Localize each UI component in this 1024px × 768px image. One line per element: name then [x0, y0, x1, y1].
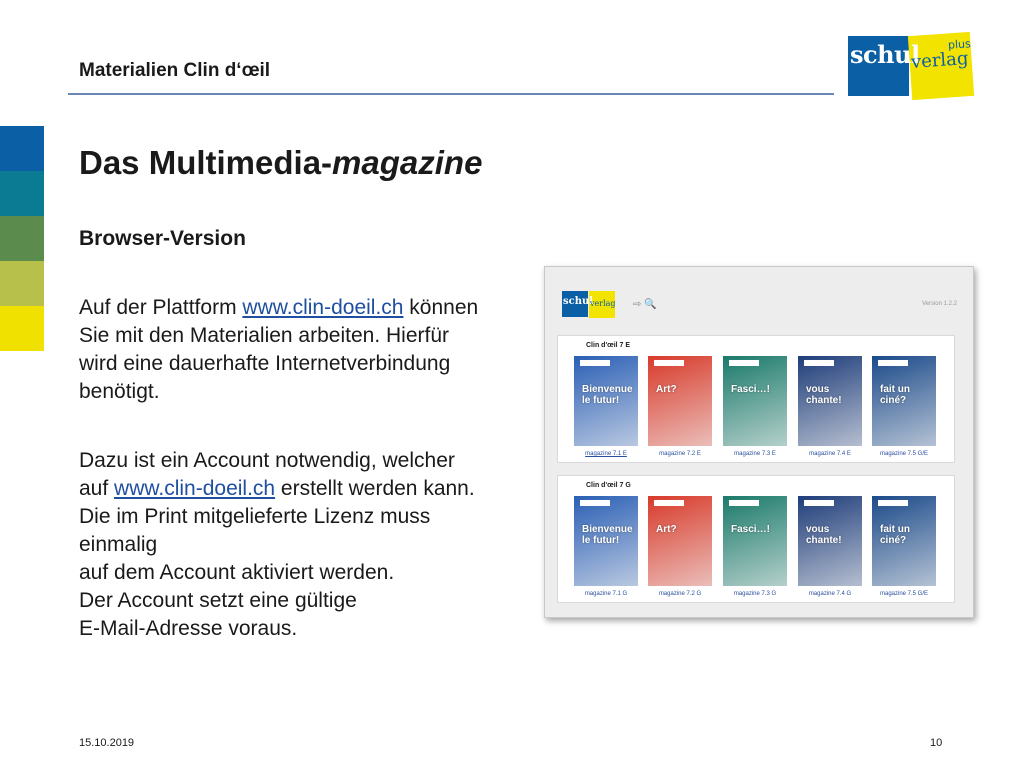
header-divider	[68, 93, 834, 95]
magazine-link[interactable]: magazine 7.3 E	[734, 451, 776, 457]
page-number: 10	[930, 737, 943, 749]
cover-title: fait un ciné?	[880, 524, 910, 546]
magazine-link[interactable]: magazine 7.1 G	[584, 591, 628, 597]
magazine-cover[interactable]	[798, 356, 862, 446]
para1-line4: benötigt.	[79, 380, 160, 403]
cover-title: Art?	[656, 384, 677, 395]
para2-line7: E-Mail-Adresse voraus.	[79, 617, 298, 640]
screenshot-logo-verlag: verlag	[590, 299, 616, 308]
para1-line1	[79, 294, 549, 322]
para2-line2	[79, 475, 549, 503]
side-block-3	[0, 216, 44, 261]
logo-plus-text: plus	[947, 37, 972, 52]
para1-line2: Sie mit den Materialien arbeiten. Hierfür	[79, 324, 450, 347]
side-block-5	[0, 306, 44, 351]
screenshot-logo	[562, 291, 618, 319]
para1-line3: wird eine dauerhafte Internetverbindung	[79, 352, 451, 375]
magazine-link[interactable]: magazine 7.5 G/E	[879, 451, 929, 457]
footer-date: 15.10.2019	[79, 737, 135, 749]
para1-post: können	[403, 296, 479, 319]
magazine-cover[interactable]	[723, 496, 787, 586]
magazine-link[interactable]: magazine 7.2 E	[659, 451, 701, 457]
para2-line6: Der Account setzt eine gültige	[79, 589, 357, 612]
magazine-cover[interactable]	[574, 356, 638, 446]
screenshot-version: Version 1.2.2	[921, 301, 957, 307]
magazine-cover[interactable]	[574, 496, 638, 586]
cover-title: Bienvenue le futur!	[582, 384, 633, 406]
slide-subheading: Browser-Version	[79, 227, 246, 250]
title-main: Das Multimedia-	[79, 144, 333, 181]
header-title: Materialien Clin d‘œil	[79, 60, 271, 81]
magazine-link[interactable]: magazine 7.1 E	[585, 451, 627, 457]
magazine-cover[interactable]	[798, 496, 862, 586]
cover-title: Art?	[656, 524, 677, 535]
cover-title: vous chante!	[806, 384, 842, 406]
cover-title: fait un ciné?	[880, 384, 910, 406]
screenshot-toolbar-icons: ⇨ 🔍	[633, 299, 657, 310]
logo-verlag-text: verlag	[910, 48, 970, 73]
platform-screenshot	[544, 266, 974, 618]
magazine-cover[interactable]	[872, 496, 936, 586]
magazine-panel	[557, 475, 955, 603]
magazine-link[interactable]: magazine 7.4 E	[809, 451, 851, 457]
side-block-4	[0, 261, 44, 306]
panel-title: Clin d'œil 7 E	[586, 342, 631, 349]
cover-title: Fasci…!	[731, 384, 770, 395]
screenshot-logo-schul: schul	[563, 296, 594, 307]
paragraph-1	[79, 294, 549, 406]
side-block-2	[0, 171, 44, 216]
cover-title: Bienvenue le futur!	[582, 524, 633, 546]
para1-pre: Auf der Plattform	[79, 296, 243, 319]
schulverlag-logo	[848, 30, 978, 102]
title-italic: magazine	[332, 144, 483, 181]
magazine-link[interactable]: magazine 7.4 G	[808, 591, 852, 597]
magazine-cover[interactable]	[648, 496, 712, 586]
slide-title	[79, 144, 482, 182]
para2-line4: einmalig	[79, 533, 158, 556]
magazine-cover[interactable]	[723, 356, 787, 446]
magazine-link[interactable]: magazine 7.3 G	[733, 591, 777, 597]
side-block-1	[0, 126, 44, 171]
cover-title: Fasci…!	[731, 524, 770, 535]
magazine-link[interactable]: magazine 7.2 G	[658, 591, 702, 597]
magazine-link[interactable]: magazine 7.5 G/E	[879, 591, 929, 597]
panel-title: Clin d'œil 7 G	[586, 482, 631, 489]
logo-schul-text: schul	[850, 40, 920, 69]
cover-title: vous chante!	[806, 524, 842, 546]
para2-post: erstellt werden kann.	[275, 477, 475, 500]
magazine-cover[interactable]	[872, 356, 936, 446]
paragraph-2	[79, 447, 549, 643]
para2-pre: auf	[79, 477, 115, 500]
magazine-panel	[557, 335, 955, 463]
para2-line3: Die im Print mitgelieferte Lizenz muss	[79, 505, 431, 528]
account-link[interactable]: www.clin-doeil.ch	[114, 477, 276, 500]
magazine-cover[interactable]	[648, 356, 712, 446]
platform-link[interactable]: www.clin-doeil.ch	[242, 296, 404, 319]
para2-line5: auf dem Account aktiviert werden.	[79, 561, 395, 584]
para2-line1: Dazu ist ein Account notwendig, welcher	[79, 449, 455, 472]
